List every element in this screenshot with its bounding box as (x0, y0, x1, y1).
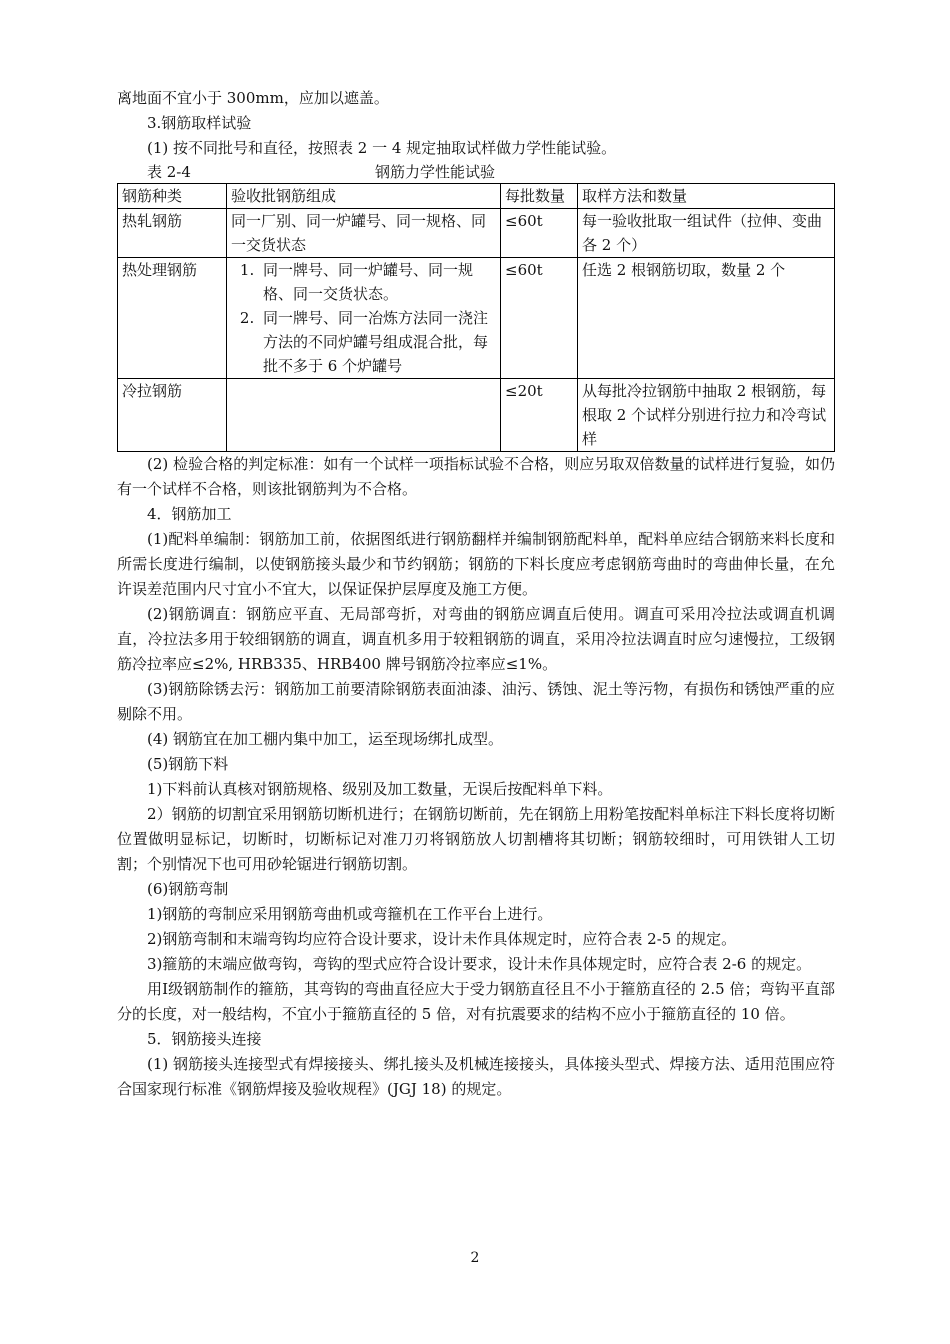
page-number: 2 (470, 1250, 480, 1266)
paragraph: (1) 按不同批号和直径，按照表 2 一 4 规定抽取试样做力学性能试验。 (147, 139, 617, 157)
table-header-cell: 取样方法和数量 (578, 184, 835, 209)
table-title: 钢筋力学性能试验 (375, 163, 496, 181)
steel-mechanical-test-table (117, 183, 835, 452)
paragraph: (4) 钢筋宜在加工棚内集中加工，运至现场绑扎成型。 (147, 730, 504, 748)
section-heading: 4．钢筋加工 (147, 505, 232, 523)
paragraph: (2)钢筋调直：钢筋应平直、无局部弯折，对弯曲的钢筋应调直后使用。调直可采用冷拉法或调直机调直，冷拉法多用于较细钢筋的调直，调直机多用于较粗钢筋的调直，采用冷拉法调直时应匀速慢拉，工级钢筋冷拉率应≤2%, HRB335、HRB400 牌号钢筋冷拉率应≤1%。 (117, 605, 835, 673)
paragraph: 1)下料前认真核对钢筋规格、级别及加工数量，无误后按配料单下料。 (147, 780, 613, 798)
table-header-cell: 每批数量 (501, 184, 578, 209)
paragraph: 用Ⅰ级钢筋制作的箍筋，其弯钩的弯曲直径应大于受力钢筋直径且不小于箍筋直径的 2.5 倍；弯钩平直部分的长度，对一般结构，不宜小于箍筋直径的 5 倍，对有抗震要求的结构不应小于箍筋直径的 10 倍。 (117, 980, 835, 1023)
table-header-row (118, 184, 835, 209)
section-heading: 5．钢筋接头连接 (147, 1030, 262, 1048)
table-cell: 热处理钢筋 (118, 258, 227, 379)
list-item: 1. 同一牌号、同一炉罐号、同一规格、同一交货状态。 (259, 258, 496, 306)
table-row (118, 209, 835, 258)
table-row (118, 258, 835, 379)
table-cell (227, 258, 501, 379)
table-row (118, 379, 835, 452)
paragraph: 3)箍筋的末端应做弯钩，弯钩的型式应符合设计要求，设计未作具体规定时，应符合表 2-6 的规定。 (147, 955, 812, 973)
list-item: 2. 同一牌号、同一冶炼方法同一浇注方法的不同炉罐号组成混合批，每批不多于 6 个炉罐号 (259, 306, 496, 378)
table-cell: ≤60t (501, 258, 578, 379)
table-cell (227, 379, 501, 452)
paragraph: (3)钢筋除锈去污：钢筋加工前要清除钢筋表面油漆、油污、锈蚀、泥土等污物，有损伤和锈蚀严重的应剔除不用。 (117, 680, 835, 723)
table-cell: ≤20t (501, 379, 578, 452)
table-cell: ≤60t (501, 209, 578, 258)
table-cell: 同一厂别、同一炉罐号、同一规格、同一交货状态 (227, 209, 501, 258)
table-header-cell: 钢筋种类 (118, 184, 227, 209)
paragraph: 离地面不宜小于 300mm，应加以遮盖。 (117, 89, 389, 107)
section-heading: 3.钢筋取样试验 (147, 114, 252, 132)
subheading: (6)钢筋弯制 (147, 880, 229, 898)
table-header-cell: 验收批钢筋组成 (227, 184, 501, 209)
paragraph: (2) 检验合格的判定标准：如有一个试样一项指标试验不合格，则应另取双倍数量的试样进行复验，如仍有一个试样不合格，则该批钢筋判为不合格。 (117, 455, 835, 498)
document-body (117, 86, 835, 1102)
table-cell: 从每批冷拉钢筋中抽取 2 根钢筋，每根取 2 个试样分别进行拉力和冷弯试样 (578, 379, 835, 452)
paragraph: 2)钢筋弯制和末端弯钩均应符合设计要求，设计未作具体规定时，应符合表 2-5 的规定。 (147, 930, 737, 948)
table-cell: 任选 2 根钢筋切取，数量 2 个 (578, 258, 835, 379)
table-caption (117, 161, 835, 183)
table-cell: 每一验收批取一组试件（拉伸、变曲各 2 个） (578, 209, 835, 258)
table-cell: 冷拉钢筋 (118, 379, 227, 452)
subheading: (5)钢筋下料 (147, 755, 229, 773)
paragraph: (1) 钢筋接头连接型式有焊接接头、绑扎接头及机械连接接头，具体接头型式、焊接方法、适用范围应符合国家现行标准《钢筋焊接及验收规程》(JGJ 18) 的规定。 (117, 1055, 835, 1098)
paragraph: 1)钢筋的弯制应采用钢筋弯曲机或弯箍机在工作平台上进行。 (147, 905, 553, 923)
table-cell: 热轧钢筋 (118, 209, 227, 258)
paragraph: 2）钢筋的切割宜采用钢筋切断机进行；在钢筋切断前，先在钢筋上用粉笔按配料单标注下料长度将切断位置做明显标记，切断时，切断标记对准刀刃将钢筋放人切割槽将其切断；钢筋较细时，可用铁钳人工切割；个别情况下也可用砂轮锯进行钢筋切割。 (117, 805, 835, 873)
table-number: 表 2-4 (147, 163, 191, 181)
paragraph: (1)配料单编制：钢筋加工前，依据图纸进行钢筋翻样并编制钢筋配料单，配料单应结合钢筋来料长度和所需长度进行编制，以使钢筋接头最少和节约钢筋；钢筋的下料长度应考虑钢筋弯曲时的弯曲伸长量，在允许误差范围内尺寸宜小不宜大，以保证保护层厚度及施工方便。 (117, 530, 835, 598)
composition-list (231, 258, 496, 378)
